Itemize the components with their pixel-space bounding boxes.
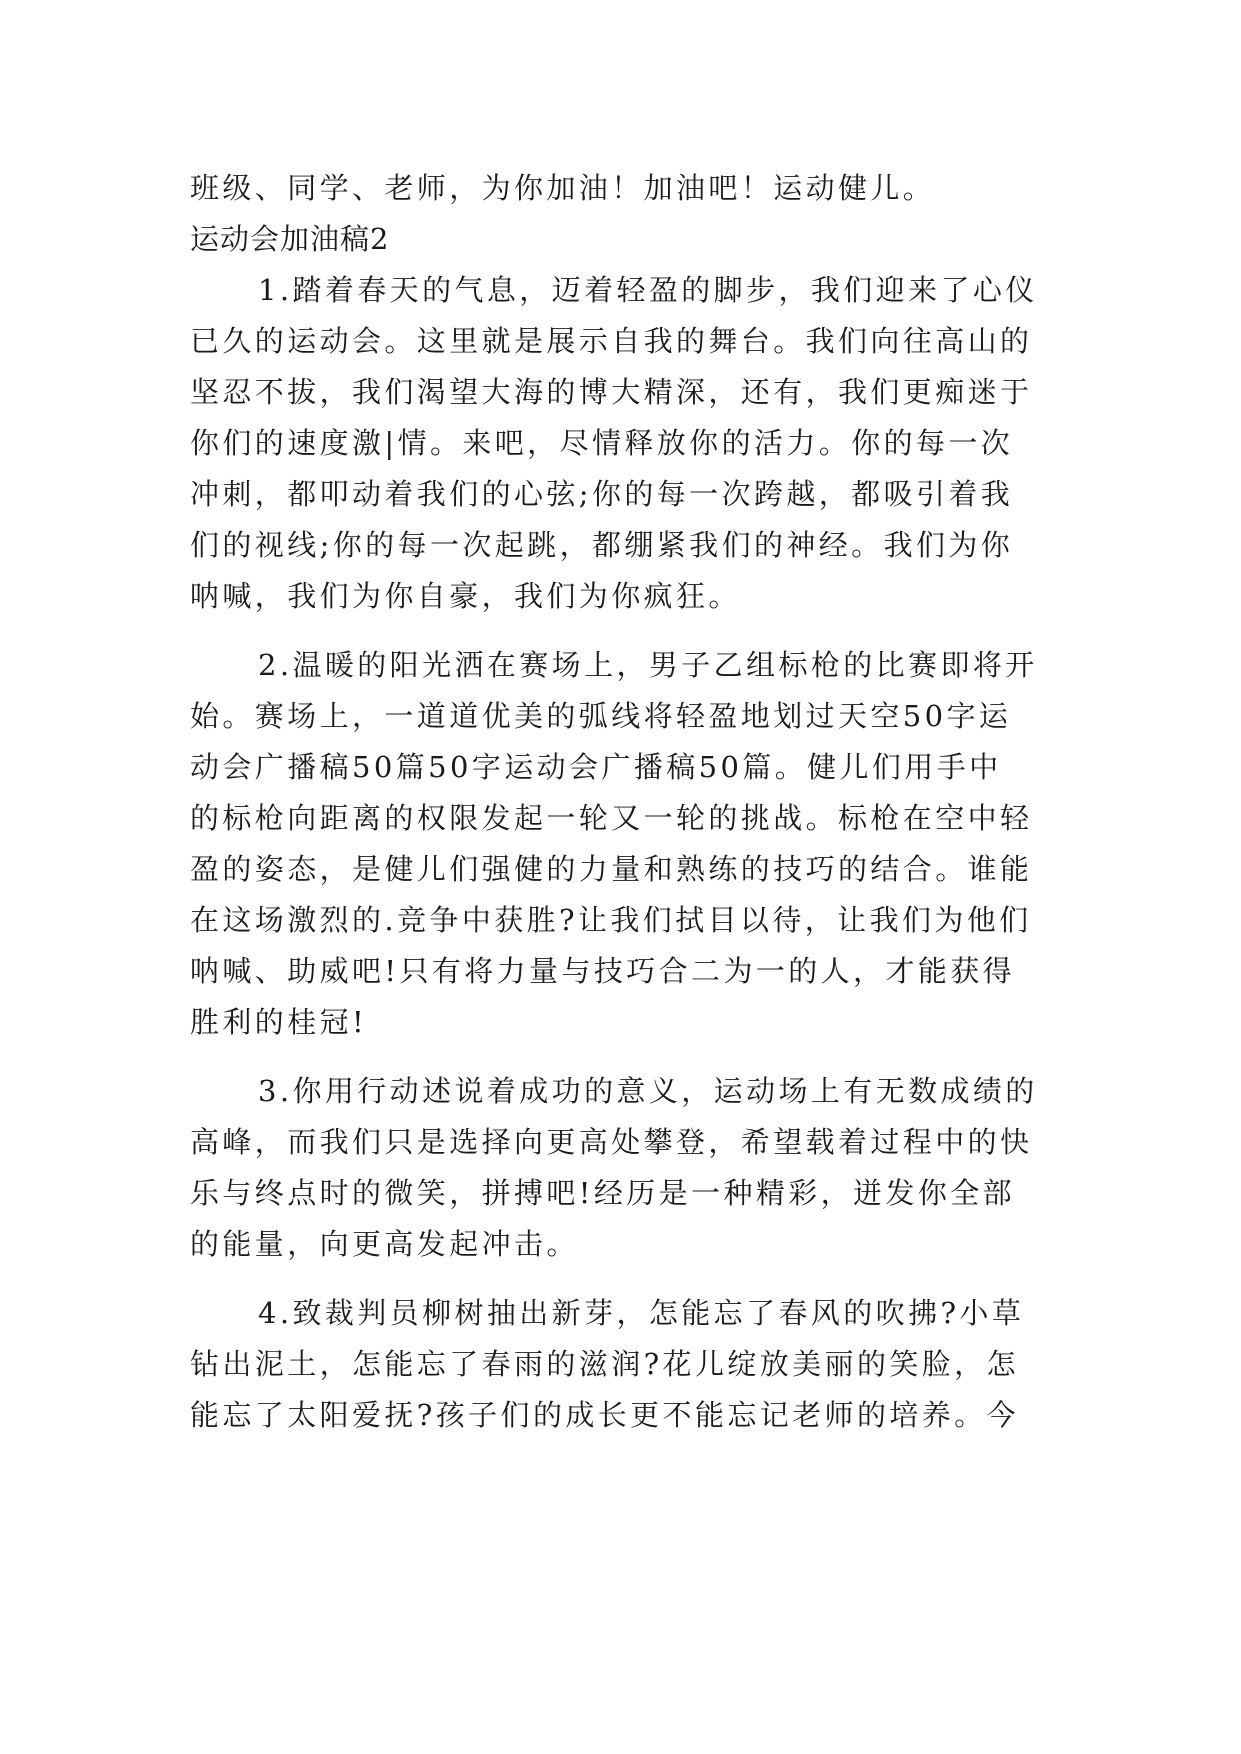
paragraph-2-line: 的标枪向距离的权限发起一轮又一轮的挑战。标枪在空中轻: [190, 801, 1033, 835]
paragraph-2-line: 在这场激烈的.竞争中获胜?让我们拭目以待，让我们为他们: [190, 903, 1032, 937]
text-line: 班级、同学、老师，为你加油！加油吧！运动健儿。: [190, 171, 936, 205]
paragraph-4-line: 4.致裁判员柳树抽出新芽，怎能忘了春风的吹拂?小草: [258, 1296, 1025, 1330]
paragraph-4-line: 钻出泥土，怎能忘了春雨的滋润?花儿绽放美丽的笑脸，怎: [190, 1347, 1019, 1381]
paragraph-1-line: 你们的速度激|情。来吧，尽情释放你的活力。你的每一次: [190, 426, 1014, 460]
paragraph-3-line: 乐与终点时的微笑，拼搏吧!经历是一种精彩，迸发你全部: [190, 1176, 1016, 1210]
paragraph-1-line: 1.踏着春天的气息，迈着轻盈的脚步，我们迎来了心仪: [258, 273, 1038, 307]
paragraph-2-line: 呐喊、助威吧!只有将力量与技巧合二为一的人，才能获得: [190, 954, 1016, 988]
document-body: [190, 163, 1055, 1441]
paragraph-1-line: 坚忍不拔，我们渴望大海的博大精深，还有，我们更痴迷于: [190, 375, 1033, 409]
paragraph-3-line: 3.你用行动述说着成功的意义，运动场上有无数成绩的: [258, 1074, 1038, 1108]
paragraph-2-line: 胜利的桂冠!: [190, 1005, 368, 1039]
paragraph-2-line: 动会广播稿50篇50字运动会广播稿50篇。健儿们用手中: [190, 750, 1002, 784]
paragraph-3-line: 的能量，向更高发起冲击。: [190, 1227, 579, 1261]
paragraph-3-line: 高峰，而我们只是选择向更高处攀登，希望载着过程中的快: [190, 1125, 1033, 1159]
paragraph-4-line: 能忘了太阳爱抚?孩子们的成长更不能忘记老师的培养。今: [190, 1398, 1019, 1432]
paragraph-2-line: 盈的姿态，是健儿们强健的力量和熟练的技巧的结合。谁能: [190, 852, 1033, 886]
paragraph-2-line: 2.温暖的阳光洒在赛场上，男子乙组标枪的比赛即将开: [258, 648, 1038, 682]
paragraph-1-line: 呐喊，我们为你自豪，我们为你疯狂。: [190, 579, 741, 613]
section-title: 运动会加油稿2: [190, 222, 390, 256]
paragraph-1-line: 冲刺，都叩动着我们的心弦;你的每一次跨越，都吸引着我: [190, 477, 1014, 511]
paragraph-2-line: 始。赛场上，一道道优美的弧线将轻盈地划过天空50字运: [190, 699, 1012, 733]
paragraph-1-line: 已久的运动会。这里就是展示自我的舞台。我们向往高山的: [190, 324, 1033, 358]
paragraph-1-line: 们的视线;你的每一次起跳，都绷紧我们的神经。我们为你: [190, 528, 1014, 562]
